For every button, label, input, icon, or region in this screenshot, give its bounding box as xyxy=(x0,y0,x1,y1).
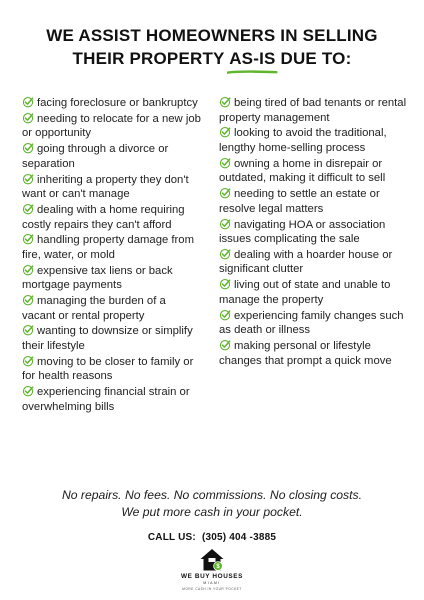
check-circle-icon xyxy=(219,218,231,230)
reason-right-item xyxy=(219,187,409,216)
reason-left-item-label: inheriting a property they don't want or can't manage xyxy=(22,173,189,201)
reason-right-item-label: dealing with a hoarder house or significant clutter xyxy=(219,248,393,276)
check-circle-icon xyxy=(219,187,231,199)
reason-right-item-label: being tired of bad tenants or rental property management xyxy=(219,97,407,124)
reason-left-item-label: experiencing financial strain or overwhelming bills xyxy=(22,386,190,413)
check-circle-icon xyxy=(22,355,34,367)
call-us-label: CALL US: xyxy=(147,532,196,543)
reason-right-item-label: living out of state and unable to manage the property xyxy=(219,279,391,306)
logo-slogan: MORE CASH IN YOUR POCKET xyxy=(182,587,242,591)
reason-right-item-label: navigating HOA or association issues complicating the sale xyxy=(219,218,386,246)
check-circle-icon xyxy=(22,385,34,397)
reason-left-item-label: dealing with a home requiring costly repairs they can't afford xyxy=(22,203,185,231)
logo-brand: WE BUY HOUSES xyxy=(180,573,243,580)
check-circle-icon xyxy=(22,96,34,108)
logo-city: MIAMI xyxy=(203,581,221,585)
reason-left-item-label: moving to be closer to family or for health reasons xyxy=(22,355,194,383)
reason-left-item-label: managing the burden of a vacant or rental property xyxy=(22,295,166,322)
check-circle-icon xyxy=(22,142,34,154)
reason-left-item xyxy=(22,96,202,111)
reason-right-item-label: looking to avoid the traditional, lengthy home-selling process xyxy=(219,127,387,154)
svg-text:$: $ xyxy=(216,564,220,571)
reason-left-item-label: handling property damage from fire, water, or mold xyxy=(22,234,194,261)
check-circle-icon xyxy=(219,248,231,260)
reason-left-item xyxy=(22,324,202,353)
reason-right-item xyxy=(219,309,409,338)
reason-left-item-label: facing foreclosure or bankruptcy xyxy=(37,97,198,109)
as-is-underline xyxy=(227,70,277,74)
reasons-list-right xyxy=(219,96,409,369)
reason-left-item xyxy=(22,294,202,323)
title-line-2-start: THEIR PROPERTY xyxy=(72,49,230,68)
check-circle-icon xyxy=(22,294,34,306)
company-logo xyxy=(162,548,262,594)
reason-right-item xyxy=(219,157,409,186)
reason-right-item xyxy=(219,126,409,155)
tagline xyxy=(0,487,424,521)
check-circle-icon xyxy=(22,112,34,124)
reason-right-item xyxy=(219,278,409,307)
house-dollar-icon xyxy=(199,548,225,572)
reason-left-item xyxy=(22,173,202,202)
reason-right-item xyxy=(219,248,409,277)
reason-left-item xyxy=(22,355,202,384)
page-title xyxy=(0,24,424,70)
reason-left-item-label: needing to relocate for a new job or opportunity xyxy=(22,112,201,140)
check-circle-icon xyxy=(219,309,231,321)
title-line-2 xyxy=(0,47,424,70)
reason-left-item xyxy=(22,142,202,171)
check-circle-icon xyxy=(22,264,34,276)
reason-left-item xyxy=(22,203,202,232)
reason-left-item-label: wanting to downsize or simplify their lifestyle xyxy=(22,325,193,352)
reason-left-item xyxy=(22,264,202,293)
check-circle-icon xyxy=(22,173,34,185)
check-circle-icon xyxy=(219,278,231,290)
tagline-line-1: No repairs. No fees. No commissions. No closing costs. xyxy=(61,488,363,502)
reason-right-item xyxy=(219,96,409,125)
title-line-2-end: DUE TO: xyxy=(275,49,352,68)
phone-number[interactable]: (305) 404 -3885 xyxy=(201,532,277,543)
reason-left-item xyxy=(22,233,202,262)
check-circle-icon xyxy=(22,324,34,336)
title-line-1: WE ASSIST HOMEOWNERS IN SELLING xyxy=(46,26,378,45)
check-circle-icon xyxy=(22,233,34,245)
reason-left-item-label: expensive tax liens or back mortgage payments xyxy=(22,264,173,292)
reason-right-item-label: experiencing family changes such as death or illness xyxy=(219,309,404,337)
reason-left-item xyxy=(22,385,202,414)
as-is-highlight xyxy=(229,47,275,70)
reason-right-item-label: needing to settle an estate or resolve legal matters xyxy=(219,188,380,215)
check-circle-icon xyxy=(219,126,231,138)
reason-left-item-label: going through a divorce or separation xyxy=(22,143,169,170)
check-circle-icon xyxy=(22,203,34,215)
call-us xyxy=(0,532,424,543)
reason-left-item xyxy=(22,112,202,141)
check-circle-icon xyxy=(219,96,231,108)
reason-right-item xyxy=(219,218,409,247)
reason-right-item xyxy=(219,339,409,368)
tagline-line-2: We put more cash in your pocket. xyxy=(121,505,303,519)
check-circle-icon xyxy=(219,157,231,169)
reason-right-item-label: owning a home in disrepair or outdated, making it difficult to sell xyxy=(219,157,386,185)
check-circle-icon xyxy=(219,339,231,351)
as-is-text: AS-IS xyxy=(229,49,276,68)
reason-right-item-label: making personal or lifestyle changes that prompt a quick move xyxy=(219,340,392,367)
reasons-list-left xyxy=(22,96,202,416)
